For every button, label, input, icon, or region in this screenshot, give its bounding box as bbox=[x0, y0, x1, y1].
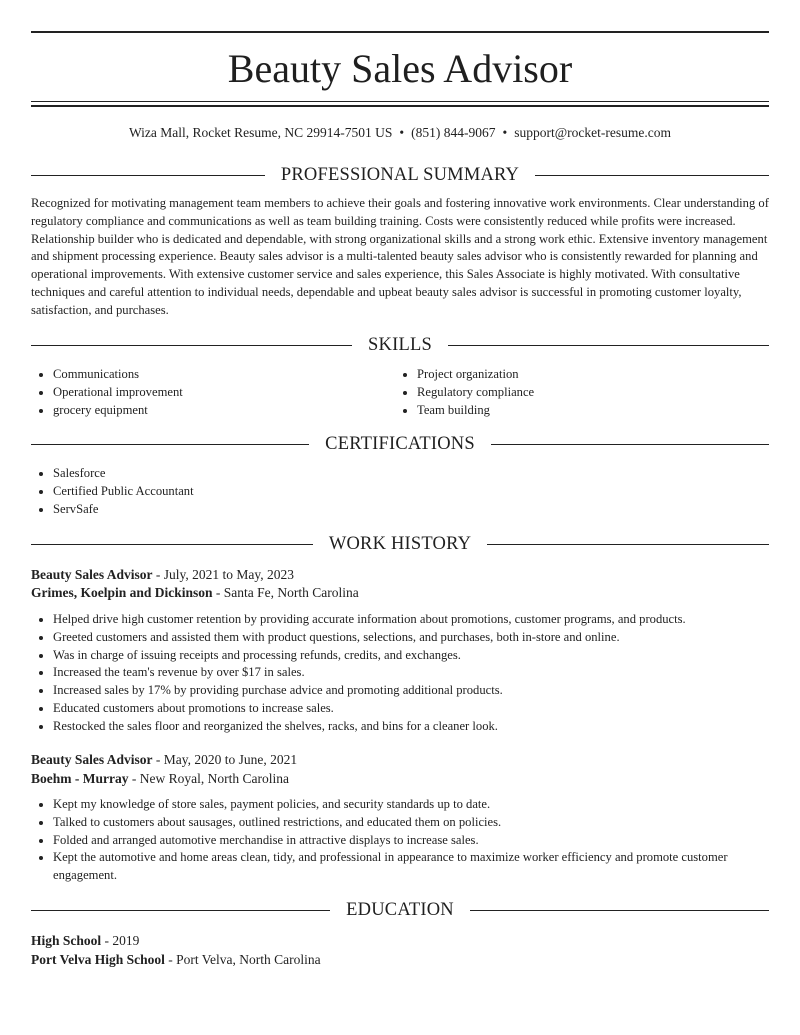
job-company-line bbox=[31, 770, 289, 789]
section-header-summary bbox=[31, 163, 769, 187]
job-location: - Santa Fe, North Carolina bbox=[212, 585, 359, 600]
job-bullet: • Talked to customers about sausages, outlined restrictions, and educated them on policies. bbox=[53, 814, 769, 832]
job-title: Beauty Sales Advisor bbox=[31, 752, 153, 767]
job-title-line bbox=[31, 566, 294, 585]
section-rule bbox=[31, 345, 352, 346]
section-rule bbox=[31, 544, 313, 545]
job-location: - New Royal, North Carolina bbox=[128, 771, 289, 786]
section-header-certifications bbox=[31, 432, 769, 456]
job-bullet: • Greeted customers and assisted them with product questions, selections, and purchases, both in-store and online. bbox=[53, 629, 769, 647]
education-school-line bbox=[31, 951, 321, 970]
skill-item: • Communications bbox=[53, 366, 393, 384]
section-rule bbox=[491, 444, 769, 445]
skill-item: • Project organization bbox=[417, 366, 757, 384]
education-degree: High School bbox=[31, 933, 102, 948]
job-title-line bbox=[31, 751, 297, 770]
skills-list-left bbox=[31, 366, 393, 419]
section-rule bbox=[470, 910, 769, 911]
section-title: WORK HISTORY bbox=[328, 533, 472, 554]
job-bullet: • Folded and arranged automotive merchandise in attractive displays to increase sales. bbox=[53, 832, 769, 850]
job-dates: - May, 2020 to June, 2021 bbox=[152, 752, 298, 767]
job-bullets bbox=[31, 796, 769, 885]
certification-item: • Certified Public Accountant bbox=[53, 483, 753, 501]
section-rule bbox=[31, 910, 330, 911]
certification-item: • Salesforce bbox=[53, 465, 753, 483]
job-company: Boehm - Murray bbox=[31, 771, 129, 786]
job-bullet: • Kept the automotive and home areas clean, tidy, and professional in appearance to maximize worker efficiency and promote customer engagement. bbox=[53, 849, 769, 885]
job-bullet: • Was in charge of issuing receipts and processing refunds, credits, and exchanges. bbox=[53, 647, 769, 665]
skill-item: • Regulatory compliance bbox=[417, 384, 757, 402]
section-rule bbox=[448, 345, 769, 346]
job-bullet: • Helped drive high customer retention by providing accurate information about promotions, customer programs, and products. bbox=[53, 611, 769, 629]
skills-list-right bbox=[395, 366, 757, 419]
section-rule bbox=[487, 544, 769, 545]
education-year: - 2019 bbox=[101, 933, 140, 948]
contact-line bbox=[31, 123, 769, 143]
education-degree-line bbox=[31, 932, 139, 951]
section-rule bbox=[31, 175, 265, 176]
summary-paragraph: Recognized for motivating management team members to achieve their goals and fostering innovative work environments. Clear understanding of regulatory compliance and communications as well as team building training. Costs were consistently reduced while profits were increased. Relationship builder who is dedicated and dependable, with strong organizational skills and a strong work ethic. Extensive inventory management and shipment processing experience. Beauty sales advisor is a multi-talented beauty sales advisor who is consistently rewarded for planning and operational improvements. With extensive customer service and sales experience, this Sales Associate is highly motivated. With consultative techniques and careful attention to individual needs, dependable and upbeat beauty sales advisor is successful in promoting customer loyalty, satisfaction, and purchases. bbox=[31, 196, 769, 317]
contact-address: Wiza Mall, Rocket Resume, NC 29914-7501 US bbox=[128, 125, 393, 140]
job-bullets bbox=[31, 611, 769, 736]
job-dates: - July, 2021 to May, 2023 bbox=[152, 567, 295, 582]
job-bullet: • Restocked the sales floor and reorganized the shelves, racks, and bins for a cleaner look. bbox=[53, 718, 769, 736]
section-header-education bbox=[31, 898, 769, 922]
contact-email: support@rocket-resume.com bbox=[514, 125, 672, 140]
education-school: Port Velva High School bbox=[31, 952, 165, 967]
section-header-skills bbox=[31, 333, 769, 357]
skill-item: • Team building bbox=[417, 402, 757, 420]
top-rule bbox=[31, 31, 769, 33]
job-company: Grimes, Koelpin and Dickinson bbox=[31, 585, 213, 600]
section-rule bbox=[535, 175, 769, 176]
section-title: PROFESSIONAL SUMMARY bbox=[280, 164, 520, 185]
section-title: EDUCATION bbox=[346, 899, 454, 920]
job-company-line bbox=[31, 584, 359, 603]
certification-item: • ServSafe bbox=[53, 501, 753, 519]
section-rule bbox=[31, 444, 309, 445]
contact-phone: (851) 844-9067 bbox=[411, 125, 496, 140]
job-bullet: • Kept my knowledge of store sales, payment policies, and security standards up to date. bbox=[53, 796, 769, 814]
job-title: Beauty Sales Advisor bbox=[31, 567, 153, 582]
certifications-list bbox=[31, 465, 753, 518]
resume-name: Beauty Sales Advisor bbox=[227, 46, 573, 91]
header-rule-thick bbox=[31, 105, 769, 107]
contact-separator: • bbox=[399, 125, 405, 140]
job-bullet: • Educated customers about promotions to increase sales. bbox=[53, 700, 769, 718]
header-rule-thin bbox=[31, 101, 769, 102]
skill-item: • grocery equipment bbox=[53, 402, 393, 420]
job-bullet: • Increased sales by 17% by providing purchase advice and promoting additional products. bbox=[53, 682, 769, 700]
section-title: CERTIFICATIONS bbox=[325, 433, 475, 454]
skill-item: • Operational improvement bbox=[53, 384, 393, 402]
contact-separator: • bbox=[502, 125, 508, 140]
job-bullet: • Increased the team's revenue by over $17 in sales. bbox=[53, 664, 769, 682]
section-title: SKILLS bbox=[368, 334, 432, 355]
education-location: - Port Velva, North Carolina bbox=[164, 952, 321, 967]
section-header-work-history bbox=[31, 532, 769, 556]
